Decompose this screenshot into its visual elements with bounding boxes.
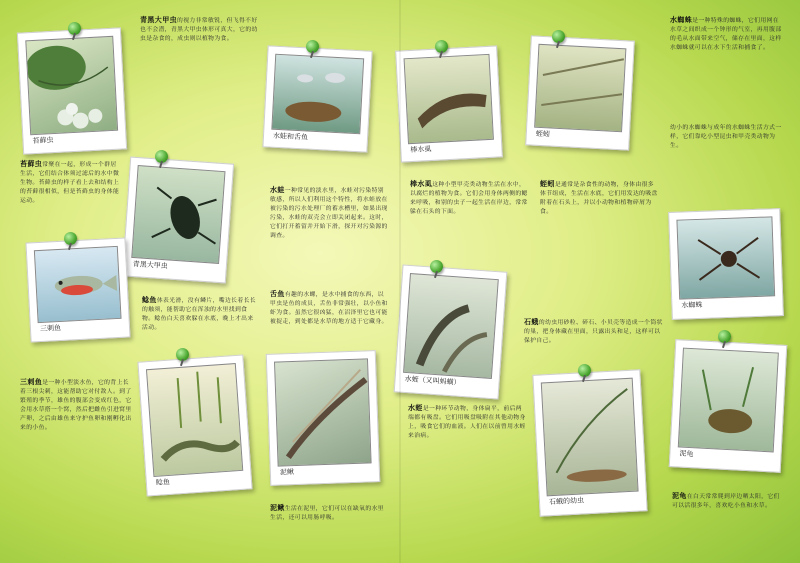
catfish-image — [146, 363, 243, 477]
body: 是一种环节动物，身体扁平，前后两端都有吸盘。它们用吸盘吸附在其他动物身上，吸食它们的血液。人们在以前曾用水蛭来治病。 — [408, 406, 526, 439]
mud-turtle-image — [678, 348, 779, 453]
heading: 青黑大甲虫 — [140, 16, 177, 24]
pin-icon — [306, 40, 319, 53]
text-spider — [670, 16, 782, 53]
text-stickleback — [20, 378, 132, 433]
heading: 泥鳅 — [270, 504, 285, 512]
heading: 水蛭 — [408, 404, 423, 412]
heading: 鲶鱼 — [142, 296, 157, 304]
text-moss — [20, 160, 122, 206]
text-frog — [270, 186, 388, 241]
photo-moss — [17, 27, 127, 154]
text-catfish — [142, 296, 256, 333]
leech-image — [403, 273, 499, 379]
moss-image — [25, 36, 118, 135]
stickleback-image — [34, 246, 122, 323]
pin-icon — [68, 22, 81, 35]
pin-icon — [552, 30, 565, 43]
water-spider-image — [676, 216, 775, 299]
body: 的视力非常敏锐，但飞得不好也不会潜，青黑大甲虫体形可真大，它的幼虫是杂食的，成虫则以植物为食。 — [140, 18, 258, 42]
page-spine — [399, 0, 401, 563]
heading: 泥龟 — [672, 492, 687, 500]
pin-icon — [718, 330, 731, 343]
heading: 水蛙 — [270, 186, 285, 194]
body: 是一种小型淡水鱼，它的背上长着三根尖刺，这能帮助它对付敌人。到了繁殖的季节，雄鱼的腹部会变成红色，它会用水草搭一个窝，然后把雌鱼引进窝里产卵，之后由雄鱼来守护鱼卵和刚孵化出来的小鱼。 — [20, 380, 132, 431]
body: 是一种特殊的蜘蛛，它们用网在水草之间织成一个钟形的气室，再用腹部的毛从水面带来空气，储存在里面，这样水蜘蛛就可以在水下生活和捕食了。 — [670, 18, 782, 51]
photo-caddis — [532, 369, 647, 516]
loach-image — [274, 358, 372, 466]
photo-leech-worm — [525, 35, 635, 150]
body: 幼小的水蜘蛛与成年的水蜘蛛生活方式一样，它们靠吃小型昆虫和甲壳类动物为生。 — [670, 125, 782, 149]
photo-water-spider — [668, 208, 784, 320]
body: 生活在泥里，它们可以在缺氧的水里生活，还可以用肠呼吸。 — [270, 506, 384, 521]
text-spider-young — [670, 124, 782, 151]
body: 是通常是杂食性的动物，身体由很多体节组成，生活在水底，它们用发达的吸盘附着在石头上，并以小动物和植物碎屑为食。 — [540, 182, 658, 215]
caddis-image — [541, 378, 639, 497]
heading: 舌鱼 — [270, 290, 285, 298]
pin-icon — [430, 260, 443, 273]
text-beetle-top — [140, 16, 258, 44]
body: 有趣的水螺，是水中捕食的东西，以甲虫是鱼的成员，舌鱼非常强壮，以小鱼和虾为食。虽然它很凶猛，在沼泽里它也可能被捉走，到处都是水草的地方适于它藏身。 — [270, 292, 388, 325]
heading: 水蜘蛛 — [670, 16, 693, 24]
photo-loach — [266, 350, 381, 486]
body: 一种常见的淡水里，水蛙对污染特别敏感，所以人们利用这个特性，将水蛙放在被污染的污水处理厂的蓄水槽里，如果出现污染，水蛙的双壳会立即关闭起来。这时，它们打开蓄留并开始下滑，探开对污染源的调查。 — [270, 188, 388, 239]
caption: 三刺鱼 — [39, 323, 62, 334]
photo-leech — [394, 264, 508, 399]
photo-stickleback — [25, 237, 130, 342]
leech-worm-image — [534, 44, 626, 132]
caption: 泥鳅 — [279, 468, 295, 477]
caption: 水蛭（又叫蚂蟥） — [404, 374, 461, 387]
heading: 石蛾 — [524, 318, 539, 326]
beetle-image — [131, 165, 225, 264]
pin-icon — [578, 364, 591, 377]
caption: 水蜘蛛 — [681, 300, 703, 310]
text-turtle — [672, 492, 784, 511]
pin-icon — [155, 150, 168, 163]
water-louse-image — [404, 54, 494, 144]
heading: 蛭蚓 — [540, 180, 555, 188]
heading: 三刺鱼 — [20, 378, 43, 386]
heading: 苔藓虫 — [20, 160, 43, 168]
body: 常聚在一起，形成一个群居生活，它们结合体须过滤后的水中微生物。苔藓虫的样子看上去和结构上的苔藓很相似，但是苔藓虫的身体能运动。 — [20, 162, 120, 204]
photo-beetle — [122, 157, 234, 284]
pin-icon — [176, 348, 189, 361]
pin-icon — [435, 40, 448, 53]
text-caddis — [524, 318, 664, 346]
caption: 蛭蚓 — [535, 129, 550, 139]
text-leech-worm — [540, 180, 658, 217]
photo-frog-fish — [262, 45, 372, 152]
body: 在白天常常爬到岸边晒太阳，它们可以活很多年，喜欢吃小鱼和水草。 — [672, 494, 780, 509]
text-loach — [270, 504, 388, 523]
text-leech — [408, 404, 526, 441]
frog-fish-image — [271, 54, 364, 135]
heading: 棒水虱 — [410, 180, 433, 188]
pin-icon — [64, 232, 77, 245]
caption: 水蛙和舌鱼 — [272, 131, 309, 142]
caption: 苔藓虫 — [32, 136, 54, 146]
caption: 棒水虱 — [410, 144, 432, 155]
caption: 青黑大甲虫 — [132, 259, 169, 271]
body: 的幼虫用砂粒、碎石、小贝壳等造成一个筒状的巢，把身体藏在里面，只露出头和足，这样可以保护自己。 — [524, 320, 663, 344]
text-fish — [270, 290, 388, 327]
body: 这种小型甲壳类动物生活在水中，以腐烂的植物为食。它们会用身体两侧的鳃来呼吸，和别的虫子一起生活在岸边，常常躲在石头的下面。 — [410, 182, 528, 215]
text-louse — [410, 180, 528, 217]
photo-catfish — [137, 354, 252, 496]
caption: 石蛾的幼虫 — [548, 496, 585, 507]
caption: 鲶鱼 — [155, 477, 171, 487]
body: 体表光滑，没有鳞片，嘴边长着长长的触须，能帮助它在浑浊的水里找到食物。鲶鱼白天喜欢躲在水底，晚上才出来活动。 — [142, 298, 256, 331]
caption: 泥龟 — [679, 449, 694, 459]
photo-water-louse — [395, 45, 503, 162]
photo-mud-turtle — [669, 339, 788, 473]
